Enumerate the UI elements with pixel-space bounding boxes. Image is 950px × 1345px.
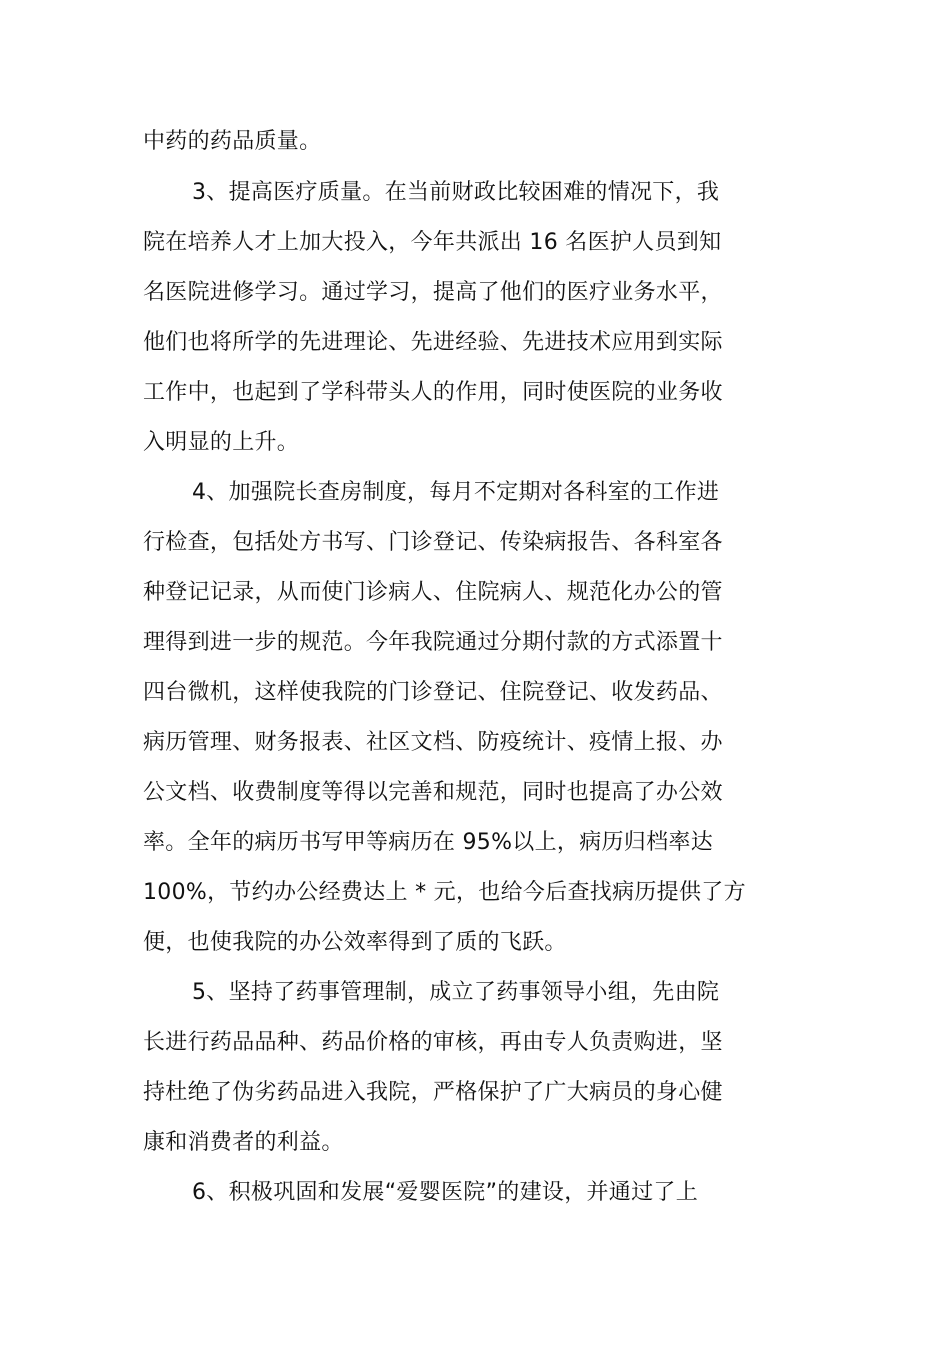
paragraph-5-start: 5、坚持了药事管理制，成立了药事领导小组，先由院 [192,980,720,1005]
text-line: 他们也将所学的先进理论、先进经验、先进技术应用到实际 [143,330,723,355]
text-line: 病历管理、财务报表、社区文档、防疫统计、疫情上报、办 [143,730,723,755]
text-line: 长进行药品品种、药品价格的审核，再由专人负责购进，坚 [143,1030,723,1055]
text-line: 种登记记录，从而使门诊病人、住院病人、规范化办公的管 [143,580,723,605]
text-line: 工作中，也起到了学科带头人的作用，同时使医院的业务收 [143,380,723,405]
text-line: 入明显的上升。 [143,430,300,455]
text-line: 康和消费者的利益。 [143,1130,344,1155]
text-line: 100%，节约办公经费达上 * 元，也给今后查找病历提供了方 [143,880,746,905]
text-line: 院在培养人才上加大投入，今年共派出 16 名医护人员到知 [143,230,722,255]
text-line: 理得到进一步的规范。今年我院通过分期付款的方式添置十 [143,630,723,655]
paragraph-3-start: 3、提高医疗质量。在当前财政比较困难的情况下，我 [192,180,720,205]
text-line: 便，也使我院的办公效率得到了质的飞跃。 [143,930,567,955]
text-line: 名医院进修学习。通过学习，提高了他们的医疗业务水平， [143,280,723,305]
paragraph-4-start: 4、加强院长查房制度，每月不定期对各科室的工作进 [192,480,720,505]
text-line: 行检查，包括处方书写、门诊登记、传染病报告、各科室各 [143,530,723,555]
text-line: 中药的药品质量。 [143,129,322,154]
text-line: 公文档、收费制度等得以完善和规范，同时也提高了办公效 [143,780,723,805]
text-line: 四台微机，这样使我院的门诊登记、住院登记、收发药品、 [143,680,723,705]
text-line: 持杜绝了伪劣药品进入我院，严格保护了广大病员的身心健 [143,1080,723,1105]
text-line: 率。全年的病历书写甲等病历在 95%以上，病历归档率达 [143,830,713,855]
paragraph-6-start: 6、积极巩固和发展“爱婴医院”的建设，并通过了上 [192,1180,698,1205]
